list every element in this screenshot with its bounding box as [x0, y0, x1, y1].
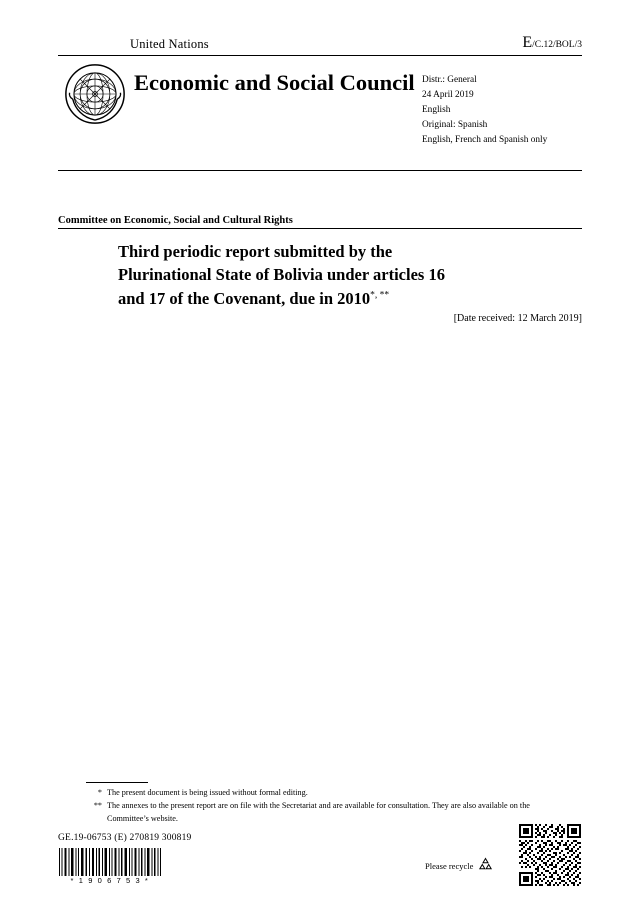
footnotes: [86, 787, 556, 826]
report-title-line-2: Plurinational State of Bolivia under articles 16: [118, 265, 445, 285]
header-top-rule: [58, 55, 582, 56]
qr-code: [519, 824, 581, 886]
report-title-line-1: Third periodic report submitted by the: [118, 242, 393, 261]
council-title: Economic and Social Council: [134, 70, 415, 95]
date-received: [Date received: 12 March 2019]: [453, 313, 582, 324]
organization-name: United Nations: [130, 37, 209, 51]
title-block: [126, 63, 422, 148]
footnote-separator: [86, 782, 148, 783]
header-bottom-rule: [58, 170, 582, 171]
distribution-date: 24 April 2019: [422, 90, 474, 101]
barcode: [58, 848, 162, 876]
recycle-notice: [425, 856, 494, 875]
footnote-mark: *: [97, 788, 102, 797]
document-symbol-prefix: E: [522, 34, 533, 51]
distribution-language: English: [422, 105, 451, 116]
distribution-line: Distr.: General: [422, 75, 477, 85]
document-header: [58, 32, 582, 171]
document-symbol-suffix: /C.12/BOL/3: [532, 40, 582, 50]
footnote-mark: **: [93, 801, 102, 811]
footnote-text: The annexes to the present report are on file with the Secretariat and are available for consultation. They are also available on the Committee’s website.: [107, 801, 530, 823]
distribution-languages-only: English, French and Spanish only: [422, 135, 548, 146]
header-body: [58, 63, 582, 148]
footnote-item: [86, 787, 556, 799]
distribution-original: Original: Spanish: [422, 120, 488, 131]
recycle-label: Please recycle: [425, 860, 474, 871]
recycle-icon: [477, 856, 494, 875]
report-title: [118, 240, 558, 310]
report-title-line-3: and 17 of the Covenant, due in 2010: [118, 288, 371, 308]
header-top-row: [58, 32, 582, 52]
committee-rule: [58, 228, 582, 229]
document-code: GE.19-06753 (E) 270819 300819: [58, 833, 192, 843]
report-title-line-3-wrapper: [118, 287, 558, 310]
un-emblem-icon: [64, 63, 126, 125]
footnote-text: The present document is being issued without formal editing.: [107, 788, 308, 797]
report-title-footnote-marks: *, **: [370, 290, 390, 301]
barcode-digits: * 1 9 0 6 7 5 3 *: [70, 876, 150, 885]
distribution-block: [422, 63, 582, 148]
footnote-item: [86, 800, 556, 825]
committee-name: Committee on Economic, Social and Cultural Rights: [58, 215, 293, 226]
document-symbol: [522, 34, 582, 52]
